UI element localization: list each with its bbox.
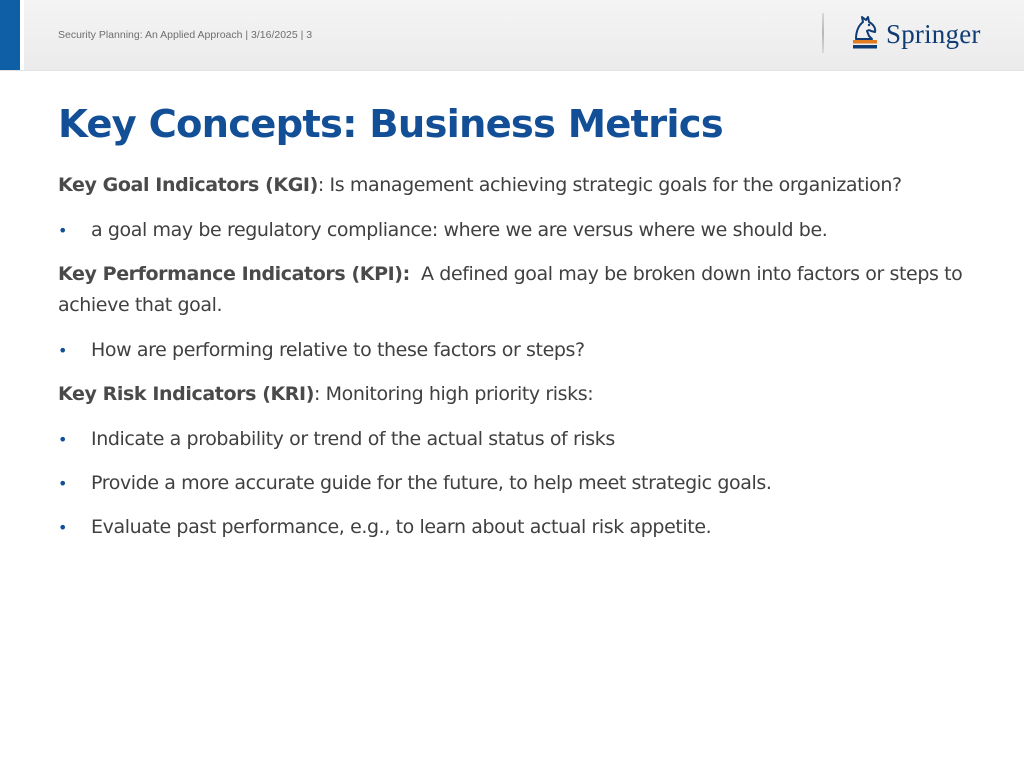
definition-term: Key Performance Indicators (KPI): [58, 263, 410, 285]
slide-title: Key Concepts: Business Metrics [58, 102, 723, 147]
definition-text: Is management achieving strategic goals for the organization? [323, 174, 902, 196]
definition-term: Key Goal Indicators (KGI) [58, 174, 318, 196]
bullet-dot-icon: • [58, 430, 68, 449]
bullet-item [58, 468, 978, 499]
bullet-text: Indicate a probability or trend of the actual status of risks [91, 428, 615, 450]
bullet-item [58, 424, 978, 455]
bullet-text: Evaluate past performance, e.g., to learn about actual risk appetite. [91, 516, 712, 538]
bullet-text: a goal may be regulatory compliance: where we are versus where we should be. [91, 219, 828, 241]
definition-text: Monitoring high priority risks: [320, 383, 594, 405]
bullet-text: How are performing relative to these factors or steps? [91, 339, 585, 361]
bullet-dot-icon: • [58, 474, 68, 493]
slide-body [58, 170, 978, 556]
bullet-item [58, 215, 978, 246]
definition-separator: : [317, 174, 324, 196]
definition-paragraph [58, 170, 978, 201]
bullet-dot-icon: • [58, 221, 68, 240]
header-accent-divider [20, 0, 24, 70]
logo-divider [822, 13, 824, 53]
definition-term: Key Risk Indicators (KRI) [58, 383, 314, 405]
springer-logo [850, 14, 981, 52]
logo-wordmark: Springer [886, 18, 981, 49]
bullet-dot-icon: • [58, 518, 68, 537]
bullet-text: Provide a more accurate guide for the future, to help meet strategic goals. [91, 472, 772, 494]
header-accent-bar [0, 0, 20, 70]
definition-paragraph [58, 379, 978, 410]
definition-paragraph [58, 259, 978, 321]
definition-separator: : [314, 383, 321, 405]
definition-text: A defined goal may be broken down into factors or steps to achieve that goal. [58, 263, 969, 316]
springer-horse-icon [850, 15, 880, 51]
bullet-item [58, 335, 978, 366]
bullet-dot-icon: • [58, 341, 68, 360]
bullet-item [58, 512, 978, 543]
running-head: Security Planning: An Applied Approach | 3/16/2025 | 3 [58, 29, 313, 41]
